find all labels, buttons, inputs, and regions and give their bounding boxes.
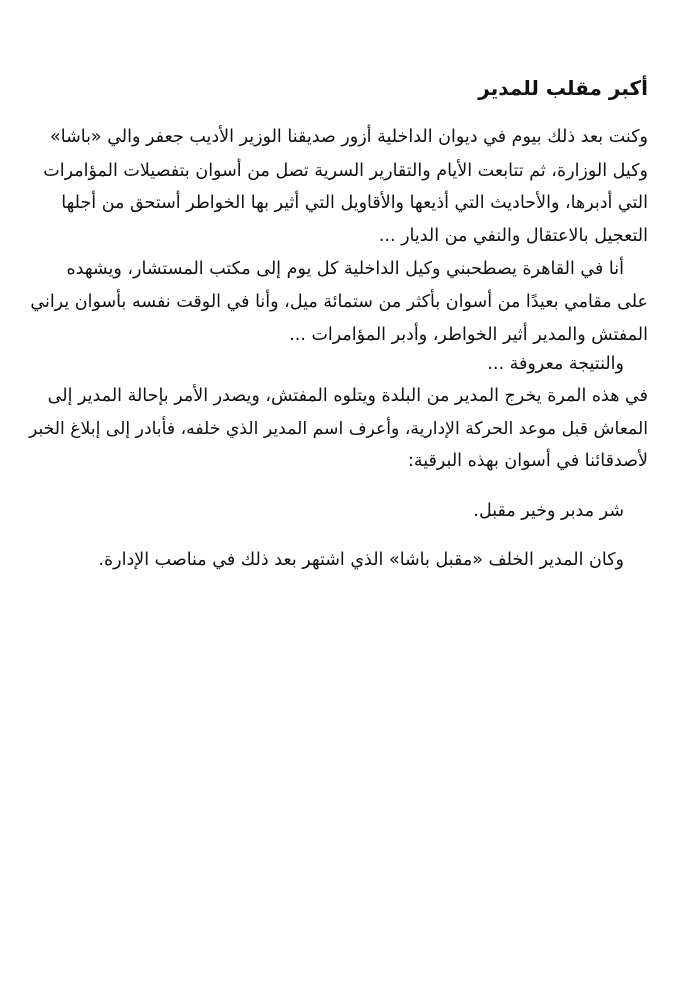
body-line-2: وكيل الوزارة، ثم تتابعت الأيام والتقارير السرية تصل من أسوان بتفصيلات المؤامرات [43, 161, 648, 181]
body-line-9: في هذه المرة يخرج المدير من البلدة ويتلوه المفتش، ويصدر الأمر بإحالة المدير إلى [47, 386, 648, 406]
body-line-4: التعجيل بالاعتقال والنفي من الديار ... [378, 226, 648, 246]
body-line-7: المفتش والمدير أثير الخواطر، وأدبر المؤامرات ... [289, 325, 648, 345]
body-line-11: لأصدقائنا في أسوان بهذه البرقية: [407, 451, 648, 471]
body-line-6: على مقامي بعيدًا من أسوان بأكثر من ستمائة ميل، وأنا في الوقت نفسه بأسوان يراني [30, 292, 648, 312]
body-line-3: التي أدبرها، والأحاديث التي أذيعها والأقاويل التي أثير بها الخواطر أستحق من أجلها [61, 193, 648, 213]
document-title: أكبر مقلب للمدير [478, 76, 648, 100]
body-line-12: شر مدبر وخير مقبل. [473, 501, 624, 521]
body-line-5: أنا في القاهرة يصطحبني وكيل الداخلية كل يوم إلى مكتب المستشار، ويشهده [66, 259, 624, 279]
body-line-8: والنتيجة معروفة ... [487, 354, 624, 374]
body-line-10: المعاش قبل موعد الحركة الإدارية، وأعرف اسم المدير الذي خلفه، فأبادر إلى إبلاغ الخبر [28, 419, 648, 439]
body-line-13: وكان المدير الخلف «مقبل باشا» الذي اشتهر بعد ذلك في مناصب الإدارة. [98, 550, 624, 570]
body-line-1: وكنت بعد ذلك بيوم في ديوان الداخلية أزور صديقنا الوزير الأديب جعفر والي «باشا» [50, 127, 648, 147]
